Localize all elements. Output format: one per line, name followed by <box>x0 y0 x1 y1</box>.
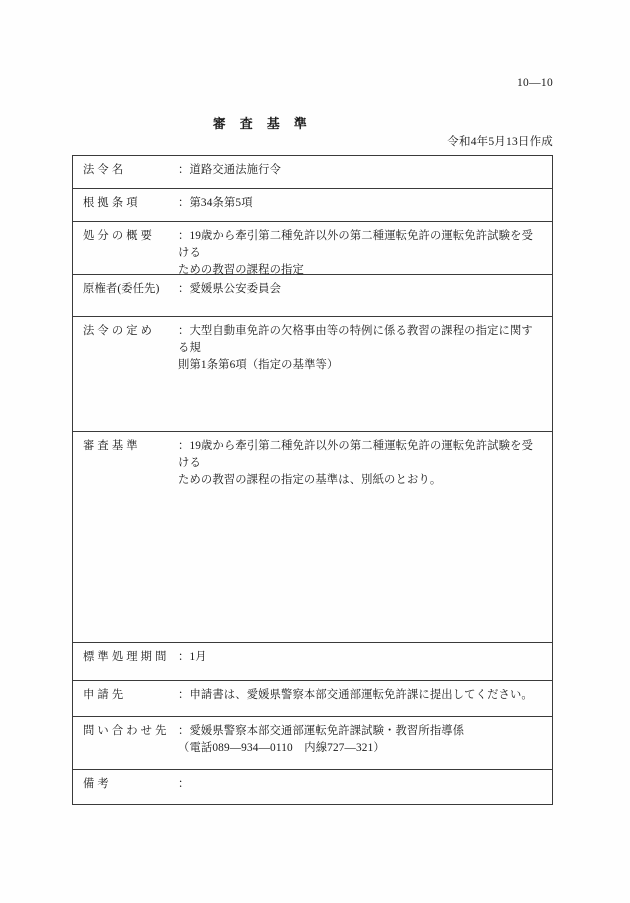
row-separator: ： <box>178 164 190 176</box>
row-label: 処 分 の 概 要 <box>83 230 153 242</box>
row-separator: ： <box>178 651 190 663</box>
table-row <box>73 770 553 805</box>
row-label: 法 令 名 <box>83 164 124 176</box>
table-row <box>73 189 553 222</box>
table-row <box>73 643 553 681</box>
row-value: 道路交通法施行令 <box>189 164 282 176</box>
row-label: 原権者(委任先) <box>83 283 160 295</box>
row-label: 審 査 基 準 <box>83 440 138 452</box>
table-row <box>73 432 553 643</box>
row-value: 申請書は、愛媛県警察本部交通部運転免許課に提出してください。 <box>189 689 533 701</box>
row-value-continuation: （電話089—934—0110 内線727—321） <box>178 742 385 754</box>
table-row <box>73 222 553 275</box>
row-label: 備 考 <box>83 778 109 790</box>
table-row <box>73 156 553 189</box>
row-separator: ： <box>178 725 190 737</box>
row-value: 19歳から牽引第二種免許以外の第二種運転免許の運転免許試験を受ける <box>178 440 534 469</box>
row-separator: ： <box>178 440 190 452</box>
row-label: 申 請 先 <box>83 689 124 701</box>
table-row <box>73 275 553 317</box>
row-value: 愛媛県公安委員会 <box>189 283 282 295</box>
table-row <box>73 317 553 432</box>
row-separator: ： <box>178 778 190 790</box>
page-marker: 10—10 <box>517 77 553 89</box>
examination-standards-table <box>72 155 553 805</box>
row-label: 法 令 の 定 め <box>83 325 153 337</box>
row-label: 問 い 合 わ せ 先 <box>83 725 167 737</box>
page-title: 審 査 基 準 <box>212 116 308 131</box>
row-value: 大型自動車免許の欠格事由等の特例に係る教習の課程の指定に関する規 <box>178 325 533 354</box>
table-row <box>73 681 553 717</box>
row-label: 根 拠 条 項 <box>83 197 138 209</box>
row-value-continuation: ための教習の課程の指定の基準は、別紙のとおり。 <box>178 474 442 486</box>
table-row <box>73 717 553 770</box>
row-separator: ： <box>178 230 190 242</box>
row-value: 愛媛県警察本部交通部運転免許課試験・教習所指導係 <box>189 725 465 737</box>
row-value: 1月 <box>189 651 207 663</box>
row-value: 19歳から牽引第二種免許以外の第二種運転免許の運転免許試験を受ける <box>178 230 534 259</box>
row-value: 第34条第5項 <box>189 197 253 209</box>
created-date: 令和4年5月13日作成 <box>447 136 553 148</box>
row-value-continuation: 則第1条第6項（指定の基準等） <box>178 359 339 371</box>
row-label: 標 準 処 理 期 間 <box>83 651 167 663</box>
row-separator: ： <box>178 689 190 701</box>
row-separator: ： <box>178 197 190 209</box>
row-value-continuation: ための教習の課程の指定 <box>178 264 304 276</box>
row-separator: ： <box>178 325 190 337</box>
row-separator: ： <box>178 283 190 295</box>
